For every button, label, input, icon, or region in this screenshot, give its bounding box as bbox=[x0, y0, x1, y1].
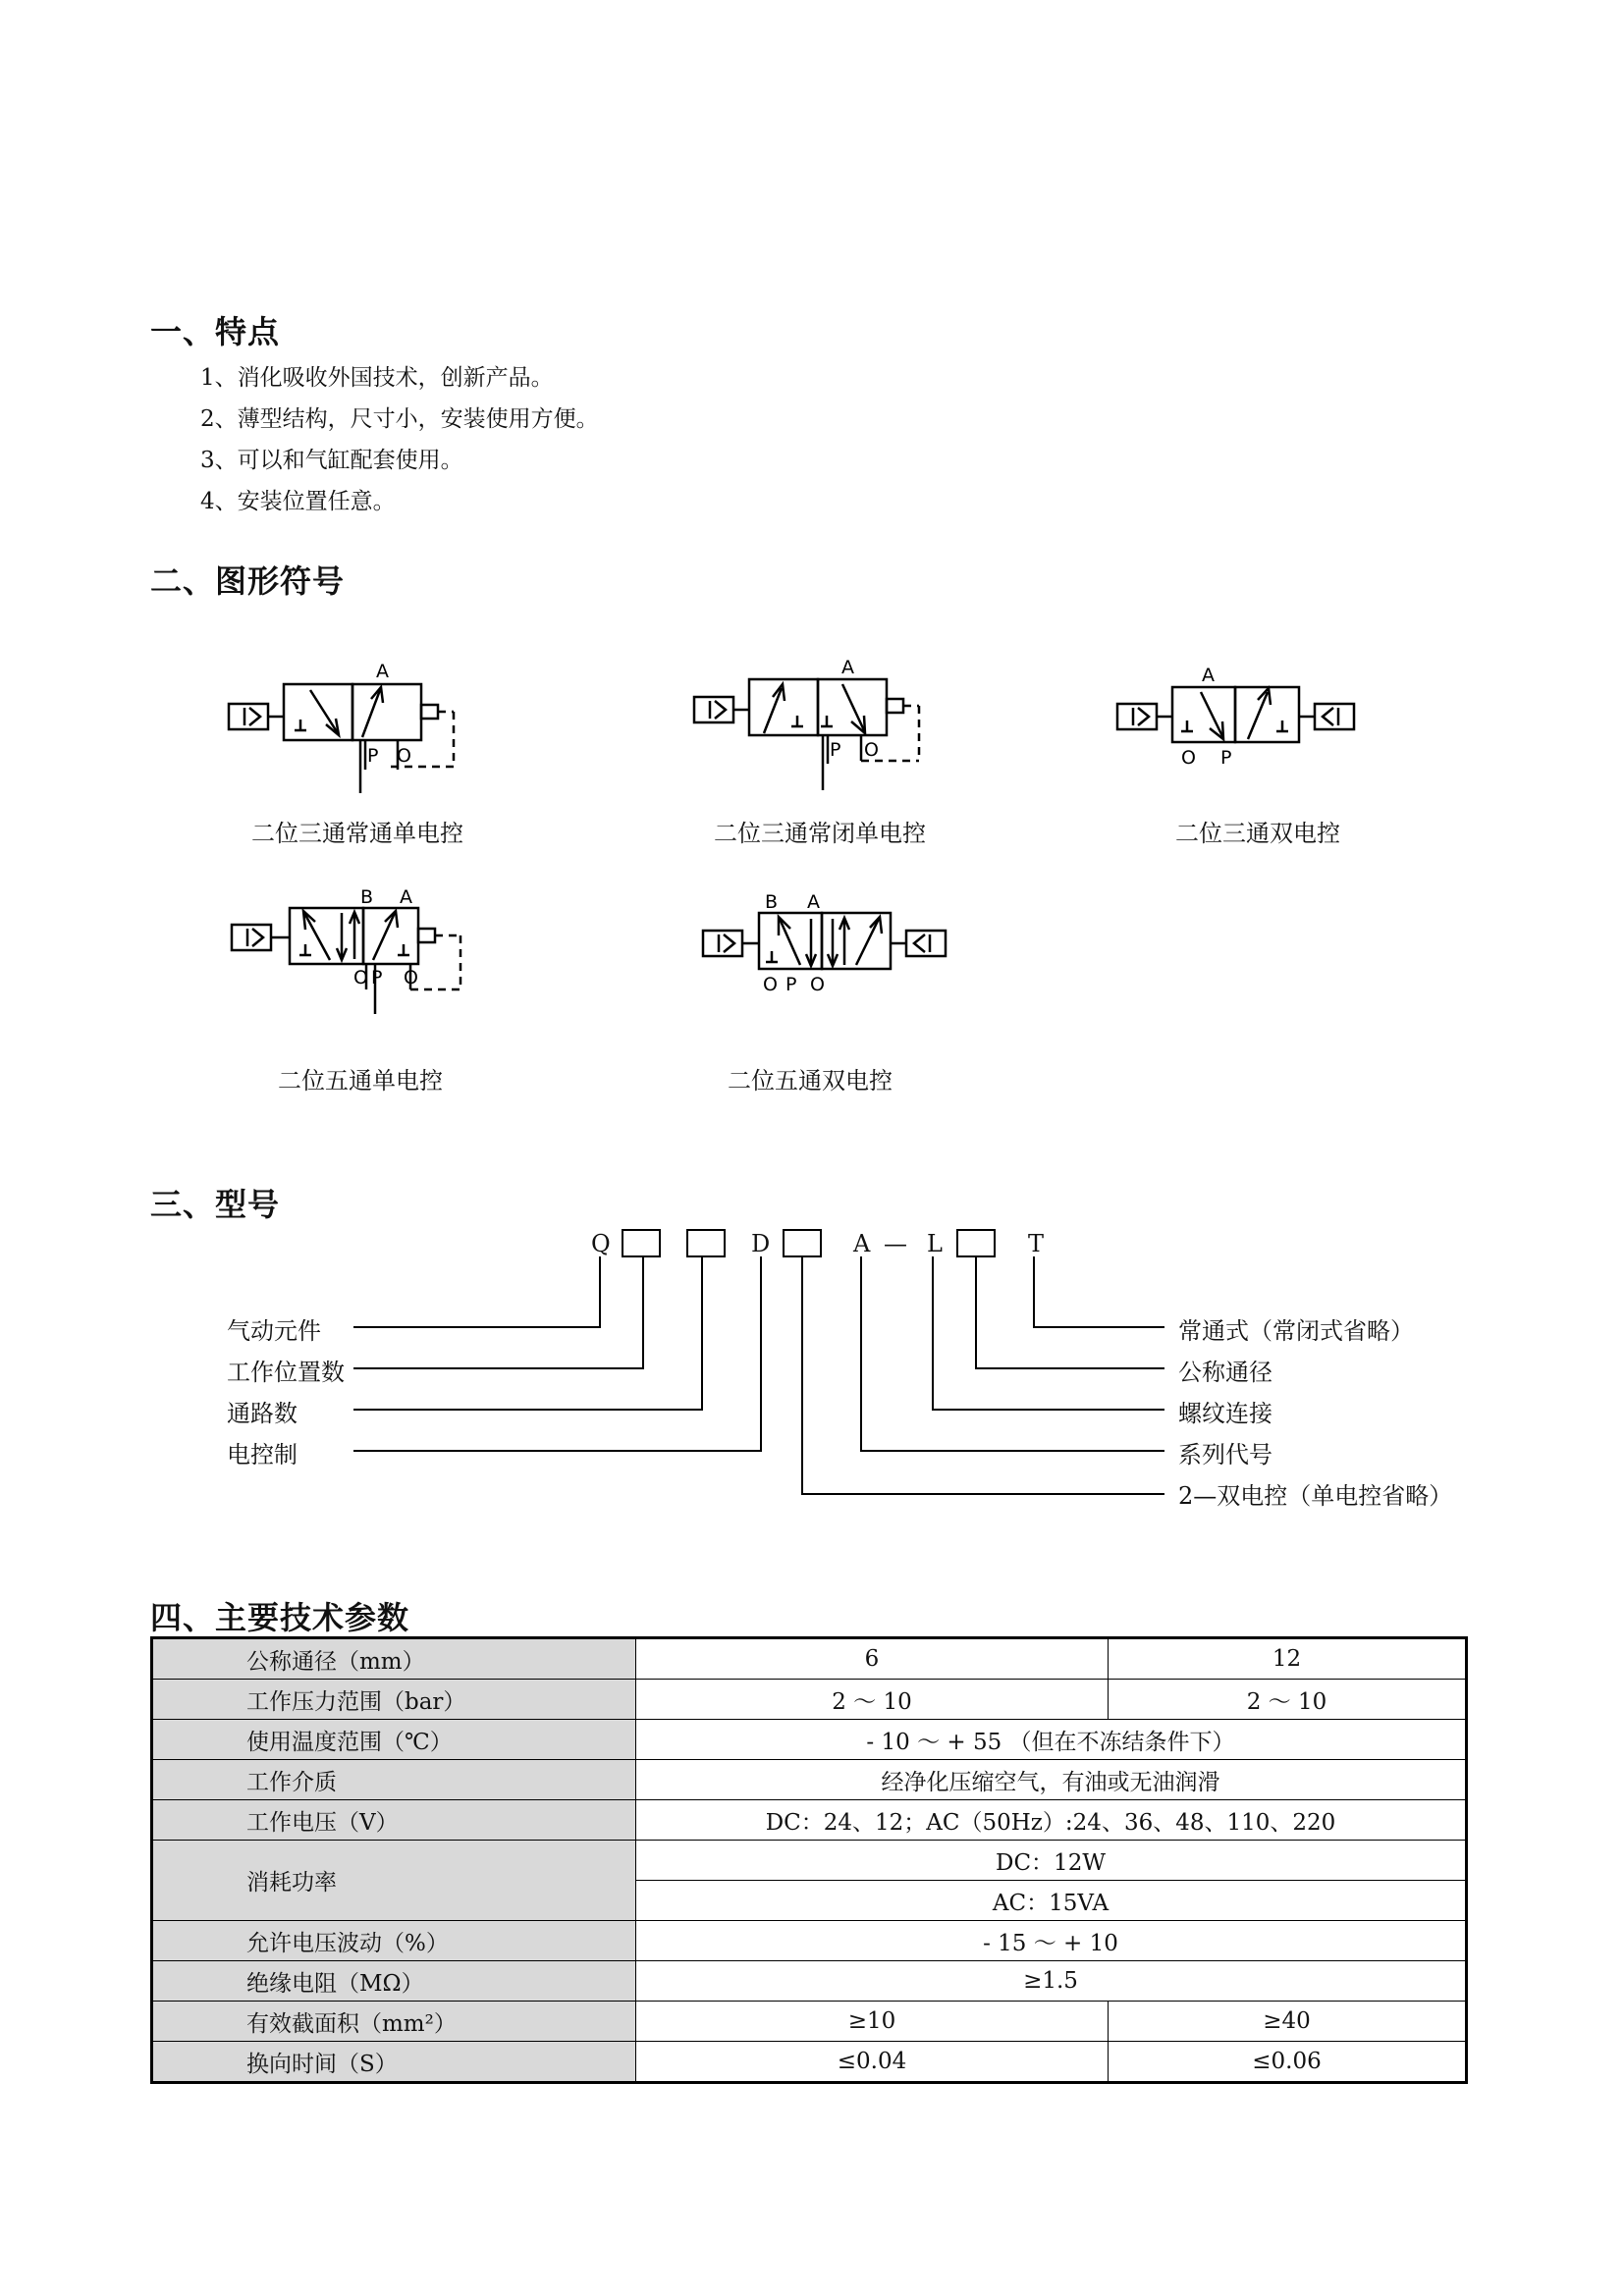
param-label: 换向时间（S） bbox=[152, 2042, 636, 2083]
param-label: 使用温度范围（℃） bbox=[152, 1720, 636, 1760]
symbol-caption-5: 二位五通双电控 bbox=[728, 1067, 893, 1095]
port-label-o1: O bbox=[763, 974, 778, 995]
param-value: 12 bbox=[1109, 1638, 1467, 1680]
symbol-3way-double bbox=[1117, 665, 1354, 769]
feature-item-4: 4、安装位置任意。 bbox=[200, 489, 396, 514]
table-row bbox=[152, 1680, 1467, 1720]
port-label-a: A bbox=[400, 886, 412, 908]
port-label-a: A bbox=[807, 891, 820, 913]
table-row bbox=[152, 1921, 1467, 1961]
code-dash: — bbox=[884, 1230, 907, 1257]
param-value: ≥1.5 bbox=[636, 1961, 1467, 2002]
model-label-thread: 螺纹连接 bbox=[1178, 1400, 1272, 1427]
model-label-positions: 工作位置数 bbox=[227, 1359, 345, 1386]
code-box-diameter bbox=[957, 1230, 995, 1256]
section-title-features: 一、特点 bbox=[150, 313, 281, 350]
feature-item-2: 2、薄型结构，尺寸小，安装使用方便。 bbox=[200, 406, 599, 432]
port-label-a: A bbox=[1202, 665, 1215, 686]
symbol-3way-normally-closed-single bbox=[694, 657, 919, 790]
port-label-o2: O bbox=[404, 967, 418, 988]
model-label-pneumatic: 气动元件 bbox=[227, 1317, 321, 1345]
param-value: ≤0.04 bbox=[636, 2042, 1109, 2083]
section-title-model: 三、型号 bbox=[150, 1186, 281, 1223]
param-label: 有效截面积（mm²） bbox=[152, 2002, 636, 2042]
port-label-b: B bbox=[765, 891, 779, 913]
table-row bbox=[152, 2002, 1467, 2042]
feature-item-1: 1、消化吸收外国技术，创新产品。 bbox=[200, 365, 554, 391]
table-row bbox=[152, 1841, 1467, 1881]
symbol-caption-1: 二位三通常通单电控 bbox=[251, 820, 463, 847]
code-l: L bbox=[927, 1230, 943, 1257]
port-label-a: A bbox=[376, 661, 389, 682]
table-row bbox=[152, 1638, 1467, 1680]
table-row bbox=[152, 1720, 1467, 1760]
code-box-ways bbox=[687, 1230, 725, 1256]
port-label-b: B bbox=[360, 886, 374, 908]
param-label: 工作电压（V） bbox=[152, 1800, 636, 1841]
symbols-diagram bbox=[0, 0, 1624, 1129]
param-value: 2 ～ 10 bbox=[636, 1680, 1109, 1720]
param-value: ≤0.06 bbox=[1109, 2042, 1467, 2083]
param-value: ≥10 bbox=[636, 2002, 1109, 2042]
table-row bbox=[152, 1760, 1467, 1800]
symbol-5way-double bbox=[703, 891, 946, 995]
symbol-5way-single bbox=[232, 886, 460, 1014]
param-label: 工作压力范围（bar） bbox=[152, 1680, 636, 1720]
port-label-o: O bbox=[864, 739, 879, 761]
param-value: AC：15VA bbox=[636, 1881, 1467, 1921]
param-value: - 10 ～ + 55 （但在不冻结条件下） bbox=[636, 1720, 1467, 1760]
port-label-p: P bbox=[785, 974, 797, 995]
param-label: 公称通径（mm） bbox=[152, 1638, 636, 1680]
model-label-series: 系列代号 bbox=[1178, 1441, 1272, 1468]
model-label-diameter: 公称通径 bbox=[1178, 1359, 1272, 1386]
param-value: DC：12W bbox=[636, 1841, 1467, 1881]
section-title-params: 四、主要技术参数 bbox=[150, 1599, 410, 1636]
port-label-p: P bbox=[830, 739, 841, 761]
port-label-o1: O bbox=[353, 967, 368, 988]
port-label-o: O bbox=[397, 745, 411, 767]
param-value: 6 bbox=[636, 1638, 1109, 1680]
param-label: 工作介质 bbox=[152, 1760, 636, 1800]
param-label: 消耗功率 bbox=[152, 1841, 636, 1921]
feature-item-3: 3、可以和气缸配套使用。 bbox=[200, 448, 463, 473]
param-label: 允许电压波动（%） bbox=[152, 1921, 636, 1961]
code-box-positions bbox=[623, 1230, 660, 1256]
code-d: D bbox=[751, 1230, 771, 1257]
symbol-caption-2: 二位三通常闭单电控 bbox=[714, 820, 926, 847]
param-value: - 15 ～ + 10 bbox=[636, 1921, 1467, 1961]
table-row bbox=[152, 1961, 1467, 2002]
table-row bbox=[152, 2042, 1467, 2083]
port-label-p: P bbox=[371, 967, 383, 988]
port-label-o: O bbox=[1181, 747, 1196, 769]
section-title-symbols: 二、图形符号 bbox=[150, 562, 346, 600]
code-a: A bbox=[853, 1230, 871, 1257]
port-label-o2: O bbox=[810, 974, 825, 995]
model-label-double: 2—双电控（单电控省略） bbox=[1178, 1482, 1453, 1510]
symbol-caption-4: 二位五通单电控 bbox=[278, 1067, 443, 1095]
port-label-p: P bbox=[1220, 747, 1232, 769]
code-box-double bbox=[784, 1230, 821, 1256]
model-label-electric: 电控制 bbox=[227, 1441, 298, 1468]
model-label-normally-open: 常通式（常闭式省略） bbox=[1178, 1317, 1414, 1345]
code-t: T bbox=[1028, 1230, 1045, 1257]
param-value: DC：24、12；AC（50Hz）:24、36、48、110、220 bbox=[636, 1800, 1467, 1841]
model-label-ways: 通路数 bbox=[227, 1400, 298, 1427]
table-row bbox=[152, 1800, 1467, 1841]
param-value: ≥40 bbox=[1109, 2002, 1467, 2042]
port-label-a: A bbox=[841, 657, 854, 678]
code-q: Q bbox=[591, 1230, 611, 1257]
port-label-p: P bbox=[367, 745, 379, 767]
param-value: 2 ～ 10 bbox=[1109, 1680, 1467, 1720]
param-label: 绝缘电阻（MΩ） bbox=[152, 1961, 636, 2002]
params-table bbox=[150, 1636, 1468, 2084]
symbol-3way-normally-open-single bbox=[229, 661, 454, 793]
symbol-caption-3: 二位三通双电控 bbox=[1175, 820, 1340, 847]
param-value: 经净化压缩空气，有油或无油润滑 bbox=[636, 1760, 1467, 1800]
